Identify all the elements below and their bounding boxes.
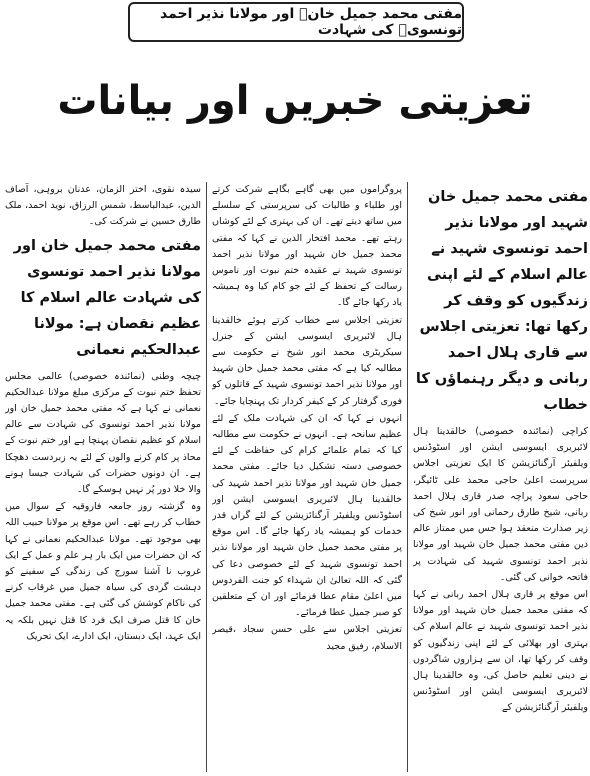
article-paragraph: تعزیتی اجلاس سے خطاب کرتے ہوئے خالقدینا ہال لائبریری ایسوسی ایشن کے جنرل سیکریٹری محمد انور شیخ نے حکومت سے مطالبہ کیا ہے کہ مفتی محمد جمیل خان شہید اور مولانا نذیر احمد تونسوی شہید کے قاتلوں کو فوری گرفتار کر کے کیفر کردار تک پہنچایا جائے۔ bbox=[212, 314, 402, 407]
article-column-3 bbox=[5, 182, 201, 772]
page-headline: تعزیتی خبریں اور بیانات bbox=[57, 78, 533, 124]
article-paragraph: تعزیتی اجلاس سے علی حسن سجاد ،قیصر الاسلام، رفیق مجید bbox=[212, 624, 402, 652]
article-paragraph: سیدہ نقوی، اختر الزمان، عدنان بروہی، آصاف الدین، عبدالباسط، شمس الرزاق، نوید احمد، ملک طارق حسین نے شرکت کی۔ bbox=[5, 184, 201, 228]
article-paragraph: اس موقع پر قاری ہلال احمد ربانی نے کہا کہ مفتی محمد جمیل خان شہید اور مولانا نذیر احمد تونسوی شہید نے عالم اسلام کی بہتری اور بھلائی کے لئے اپنی زندگیوں کو وقف کر رکھا تھا، ان سے ہزاروں شاگردوں نے دینی تعلیم حاصل کی، وہ خالقدینا ہال لائبریری ایسوسی ایشن اور اسٹوڈنس ویلفیئر آرگنائزیشن کے bbox=[413, 589, 588, 714]
article-paragraph: وہ گزشتہ روز جامعہ فاروقیہ کے سوال میں خطاب کر رہے تھے۔ اس موقع پر مولانا حبیب اللہ بھی موجود تھے۔ مولانا عبدالحکیم نعمانی نے کہا کہ ان حضرات میں ایک بار ہر علم و عمل کے ایک غروب نا آشنا سورج کی زندگی کے سفینے کو دہشت گردی کی سیاہ جمیل میں غرقاب کرنے کی ناکام کوشش کی گئی ہے۔ مفتی محمد جمیل خان کا قتل صرف ایک فرد کا قتل نہیں بلکہ یہ ایک عہد، ایک دبستان، ایک ادارے، ایک تحریک bbox=[5, 501, 201, 642]
article-column-2 bbox=[212, 182, 402, 772]
article-subheadline: مفتی محمد جمیل خان اور مولانا نذیر احمد تونسوی کی شہادت عالم اسلام کا عظیم نقصان ہے: مولانا عبدالحکیم نعمانی bbox=[13, 237, 201, 358]
article-paragraph: پروگراموں میں بھی گاہے بگاہے شرکت کرتے اور طلباء و طالبات کی سرپرستی کے سلسلے میں ساتھ دیتے تھے۔ ان کی بہتری کے لئے کوشاں رہتے تھے۔ محمد افتخار الدین نے کہا کہ مفتی محمد جمیل خان شہید اور مولانا نذیر احمد تونسوی شہید نے عقیدہ ختم نبوت اور ناموس رسالت کے تحفظ کے لئے جو کام کیا وہ ہمیشہ یاد رکھا جائے گا۔ bbox=[212, 184, 402, 309]
article-paragraph: انہوں نے کہا کہ ان کی شہادت ملک کے لئے عظیم سانحہ ہے۔ انہوں نے حکومت سے مطالبہ کیا کہ تمام علمائے کرام کی حفاظت کے لئے خصوصی دستہ تشکیل دیا جائے۔ مفتی محمد جمیل خان شہید اور مولانا نذیر احمد شہید کی خالقدینا ہال لائبریری ایسوسی ایشن اور اسٹوڈنس ویلفیئر آرگنائزیشن کے لئے گراں قدر خدمات کو ہمیشہ یاد رکھا جائے گا۔ اس موقع پر مفتی محمد جمیل خان شہید اور مولانا نذیر احمد تونسوی شہید کے لئے خصوصی دعا کی گئی کہ اللہ تعالیٰ ان شہداء کو جنت الفردوس میں اعلیٰ مقام عطا فرمائے اور ان کے متعلقین کو صبر جمیل عطا فرمائے۔ bbox=[212, 412, 402, 619]
section-banner: مفتی محمد جمیل خانؒ اور مولانا نذیر احمد تونسویؒ کی شہادت bbox=[128, 2, 464, 42]
column-divider bbox=[407, 182, 408, 772]
article-paragraph: کراچی (نمائندہ خصوصی) خالقدینا ہال لائبریری ایسوسی ایشن اور اسٹوڈنس ویلفیئر آرگنائزیشن کا ایک تعزیتی اجلاس سرپرست اعلیٰ حاجی محمد علی ٹائیگر، حاجی سعود پراچہ صدر قاری ہلال احمد ربانی، شیخ طارق رحمانی اور انور شیخ کی زیر صدارت منعقد ہوا جس میں ممتاز عالم دین مفتی محمد جمیل خان شہید اور مولانا نذیر احمد تونسوی شہید کی شہادت پر فاتحہ خوانی کی گئی۔ bbox=[413, 426, 588, 583]
column-divider bbox=[206, 182, 207, 772]
article-subheadline: مفتی محمد جمیل خان شہید اور مولانا نذیر احمد تونسوی شہید نے عالم اسلام کے لئے اپنی زندگیوں کو وقف کر رکھا تھا: تعزیتی اجلاس سے قاری ہلال احمد ربانی و دیگر رہنماؤں کا خطاب bbox=[415, 189, 588, 413]
article-column-1 bbox=[413, 182, 588, 772]
article-paragraph: چیچہ وطنی (نمائندہ خصوصی) عالمی مجلس تحفظ ختم نبوت کے مرکزی مبلغ مولانا عبدالحکیم نعمانی نے کہا ہے کہ مفتی محمد جمیل خان اور مولانا نذیر احمد تونسوی کی شہادت سے عالم اسلام کو عظیم نقصان پہنچا ہے اور ختم نبوت کے محاذ پر کام کرنے والوں کے لئے یہ زبردست دھچکا ہے۔ ان دونوں حضرات کی شہادت جیسا ہونے والا خلا دور پُر نہیں ہوسکے گا۔ bbox=[5, 370, 201, 496]
